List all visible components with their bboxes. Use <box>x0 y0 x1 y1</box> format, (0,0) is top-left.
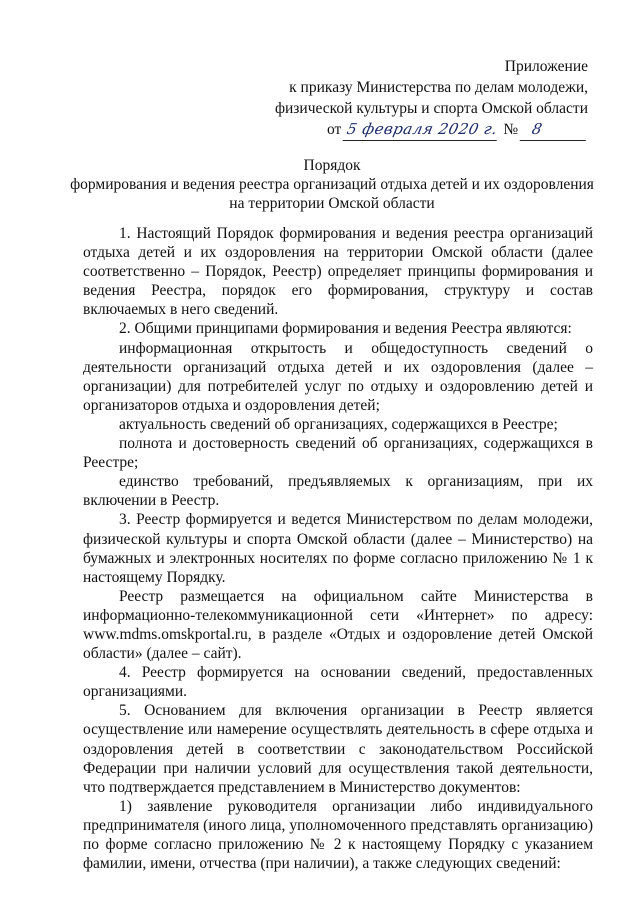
handwritten-date: 5 февраля 2020 г. <box>343 119 502 141</box>
header-line-2: к приказу Министерства по делам молодежи, <box>289 79 588 96</box>
title-line-3: на территории Омской области <box>229 195 435 212</box>
paragraph: информационная открытость и общедоступность сведений о деятельности организаций отдыха детей и их оздоровления (далее – организации) для потребителей услуг по отдыху и оздоровлению детей и организаторов отдыха и оздоровления детей; <box>83 339 593 414</box>
paragraph: Реестр размещается на официальном сайте Министерства в информационно-телекоммуникационной сети «Интернет» по адресу: www.mdms.omskportal.ru, в разделе «Отдых и оздоровление детей Омской области» (далее – сайт). <box>83 587 593 663</box>
title-line-2: формирования и ведения реестра организаций отдыха детей и их оздоровления <box>70 176 594 193</box>
handwritten-number: 8 <box>520 119 591 141</box>
header-line-1: Приложение <box>504 58 588 75</box>
paragraph: 1) заявление руководителя организации либо индивидуального предпринимателя (иного лица, уполномоченного представлять организацию) по форме согласно приложению № 2 к настоящему Порядку с указанием фамилии, имени, отчества (при наличии), а также следующих сведений: <box>83 797 593 873</box>
paragraph: 3. Реестр формируется и ведется Министерством по делам молодежи, физической культуры и спорта Омской области (далее – Министерство) на бумажных и электронных носителях по форме согласно приложению № 1 к настоящему Порядку. <box>83 511 593 586</box>
header-date-line <box>258 119 588 141</box>
appendix-header <box>258 56 588 141</box>
date-prefix: от <box>327 121 342 138</box>
paragraph: единство требований, предъявляемых к организациям, при их включении в Реестр. <box>83 473 593 510</box>
paragraph: 4. Реестр формируется на основании сведений, предоставленных организациями. <box>83 664 593 701</box>
header-line-3: физической культуры и спорта Омской области <box>274 100 588 117</box>
paragraph: 1. Настоящий Порядок формирования и ведения реестра организаций отдыха детей и их оздоровления на территории Омской области (далее соответственно – Порядок, Реестр) определяет принципы формирования и ведения Реестра, порядок его формирования, структуру и состав включаемых в него сведений. <box>83 225 593 319</box>
paragraph: актуальность сведений об организациях, содержащихся в Реестре; <box>119 415 558 433</box>
title-line-1: Порядок <box>303 157 361 174</box>
document-title <box>60 156 604 213</box>
paragraph: 2. Общими принципами формирования и ведения Реестра являются: <box>119 320 572 338</box>
paragraph: 5. Основанием для включения организации в Реестр является осуществление или намерение осуществлять деятельность в сфере отдыха и оздоровления детей в соответствии с законодательством Российской Федерации при наличии условий для осуществления такой деятельности, что подтверждается представлением в Министерство документов: <box>83 702 593 796</box>
number-prefix: № <box>503 121 519 138</box>
document-body <box>83 224 593 873</box>
paragraph: полнота и достоверность сведений об организациях, содержащихся в Реестре; <box>83 435 593 472</box>
